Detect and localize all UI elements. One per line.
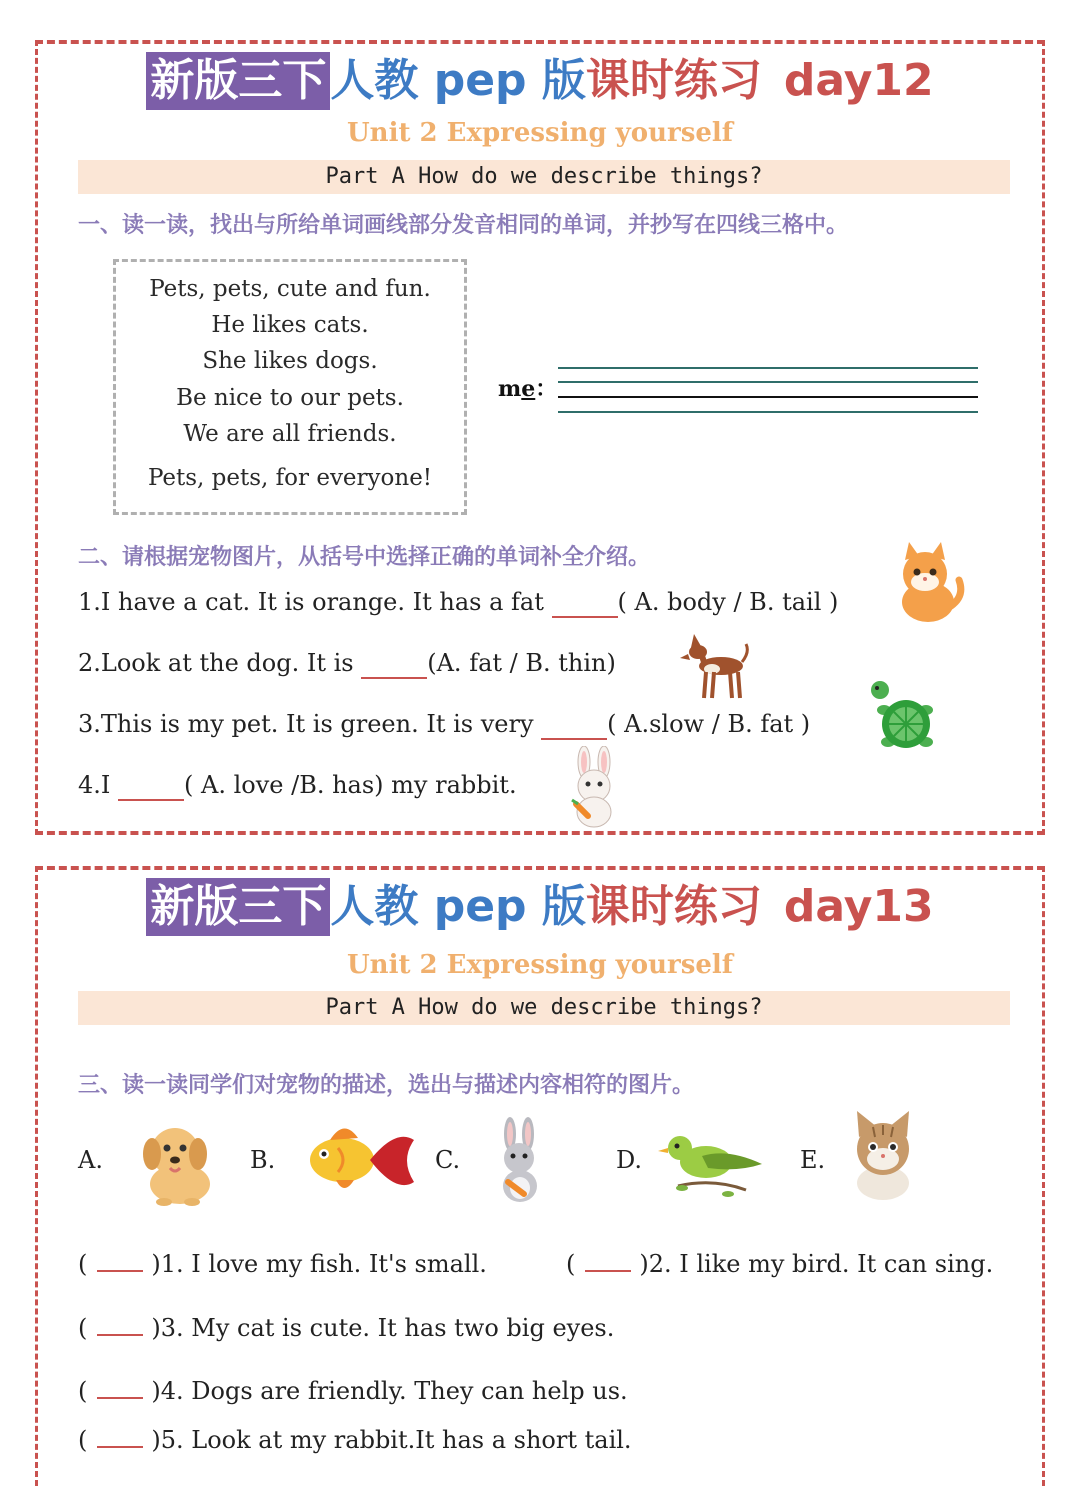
question-2 [78, 649, 616, 679]
poem-box [113, 259, 467, 515]
option-e-label: E. [800, 1146, 826, 1174]
worksheet-title [38, 878, 1042, 948]
dog-icon [130, 1114, 225, 1209]
option-a-label: A. [78, 1146, 103, 1174]
title-publisher: 人教 pep 版 [330, 881, 586, 932]
answer-blank[interactable] [361, 649, 427, 679]
item-text: )1. I love my fish. It's small. [151, 1250, 487, 1278]
dog-icon [676, 622, 751, 702]
poem-line: Be nice to our pets. [176, 385, 404, 411]
item-text: )4. Dogs are friendly. They can help us. [151, 1377, 628, 1405]
poem-line: We are all friends. [183, 421, 397, 447]
paren-open: ( [566, 1250, 576, 1278]
answer-blank[interactable] [118, 771, 184, 801]
worksheet-title [38, 52, 1042, 122]
answer-blank[interactable] [97, 1426, 143, 1448]
answer-blank[interactable] [585, 1250, 631, 1272]
poem-line: He likes cats. [211, 312, 369, 338]
answer-item-3 [78, 1314, 614, 1342]
answer-blank[interactable] [541, 710, 607, 740]
option-c-label: C. [435, 1146, 461, 1174]
paren-open: ( [78, 1314, 88, 1342]
answer-blank[interactable] [97, 1250, 143, 1272]
answer-item-1 [78, 1250, 487, 1278]
question-3 [78, 710, 810, 740]
question-options: ( A. body / B. tail ) [617, 588, 839, 616]
four-line-grid[interactable] [558, 367, 978, 417]
poem-line: She likes dogs. [202, 348, 378, 374]
unit-title: Unit 2 Expressing yourself [347, 950, 733, 980]
goldfish-icon [300, 1118, 418, 1203]
question-options: (A. fat / B. thin) [427, 649, 616, 677]
section3-title: 三、读一读同学们对宠物的描述，选出与描述内容相符的图片。 [78, 1073, 695, 1098]
paren-open: ( [78, 1426, 88, 1454]
target-word-colon: ： [535, 376, 558, 402]
worksheet-day12 [35, 40, 1045, 835]
cat-icon [843, 1109, 923, 1201]
target-word [498, 372, 557, 403]
answer-blank[interactable] [552, 588, 618, 618]
part-heading: Part A How do we describe things? [78, 991, 1010, 1025]
question-options: ( A. love /B. has) my rabbit. [184, 771, 517, 799]
title-lesson: 课时练习 [585, 881, 762, 932]
answer-item-5 [78, 1426, 632, 1454]
worksheet-day13 [35, 866, 1045, 1486]
question-text: 2.Look at the dog. It is [78, 649, 362, 677]
item-text: )2. I like my bird. It can sing. [639, 1250, 994, 1278]
title-grade: 新版三下 [146, 878, 330, 936]
section2-title: 二、请根据宠物图片，从括号中选择正确的单词补全介绍。 [78, 545, 651, 570]
paren-open: ( [78, 1377, 88, 1405]
rabbit-icon [558, 746, 633, 831]
title-lesson: 课时练习 [585, 55, 762, 106]
option-d-label: D. [616, 1146, 643, 1174]
title-grade: 新版三下 [146, 52, 330, 110]
item-text: )5. Look at my rabbit.It has a short tail. [151, 1426, 632, 1454]
turtle-icon [868, 680, 943, 755]
cat-icon [883, 540, 968, 625]
rabbit-icon [484, 1116, 556, 1206]
question-text: 1.I have a cat. It is orange. It has a fat [78, 588, 552, 616]
answer-item-4 [78, 1377, 628, 1405]
title-publisher: 人教 pep 版 [330, 55, 586, 106]
poem-line: Pets, pets, cute and fun. [149, 276, 431, 302]
title-day: day13 [783, 881, 934, 932]
unit-title: Unit 2 Expressing yourself [347, 118, 733, 148]
question-4 [78, 771, 517, 801]
answer-blank[interactable] [97, 1314, 143, 1336]
answer-blank[interactable] [97, 1377, 143, 1399]
title-day: day12 [783, 55, 934, 106]
part-heading: Part A How do we describe things? [78, 160, 1010, 194]
poem-line: Pets, pets, for everyone! [147, 465, 433, 491]
question-options: ( A.slow / B. fat ) [607, 710, 811, 738]
answer-item-2 [566, 1250, 993, 1278]
question-text: 4.I [78, 771, 119, 799]
paren-open: ( [78, 1250, 88, 1278]
item-text: )3. My cat is cute. It has two big eyes. [151, 1314, 615, 1342]
target-word-underlined: e [521, 376, 536, 402]
section1-title: 一、读一读，找出与所给单词画线部分发音相同的单词，并抄写在四线三格中。 [78, 213, 849, 238]
question-text: 3.This is my pet. It is green. It is very [78, 710, 542, 738]
question-1 [78, 588, 838, 618]
target-word-prefix: m [498, 376, 522, 402]
bird-icon [658, 1124, 768, 1204]
option-b-label: B. [250, 1146, 276, 1174]
